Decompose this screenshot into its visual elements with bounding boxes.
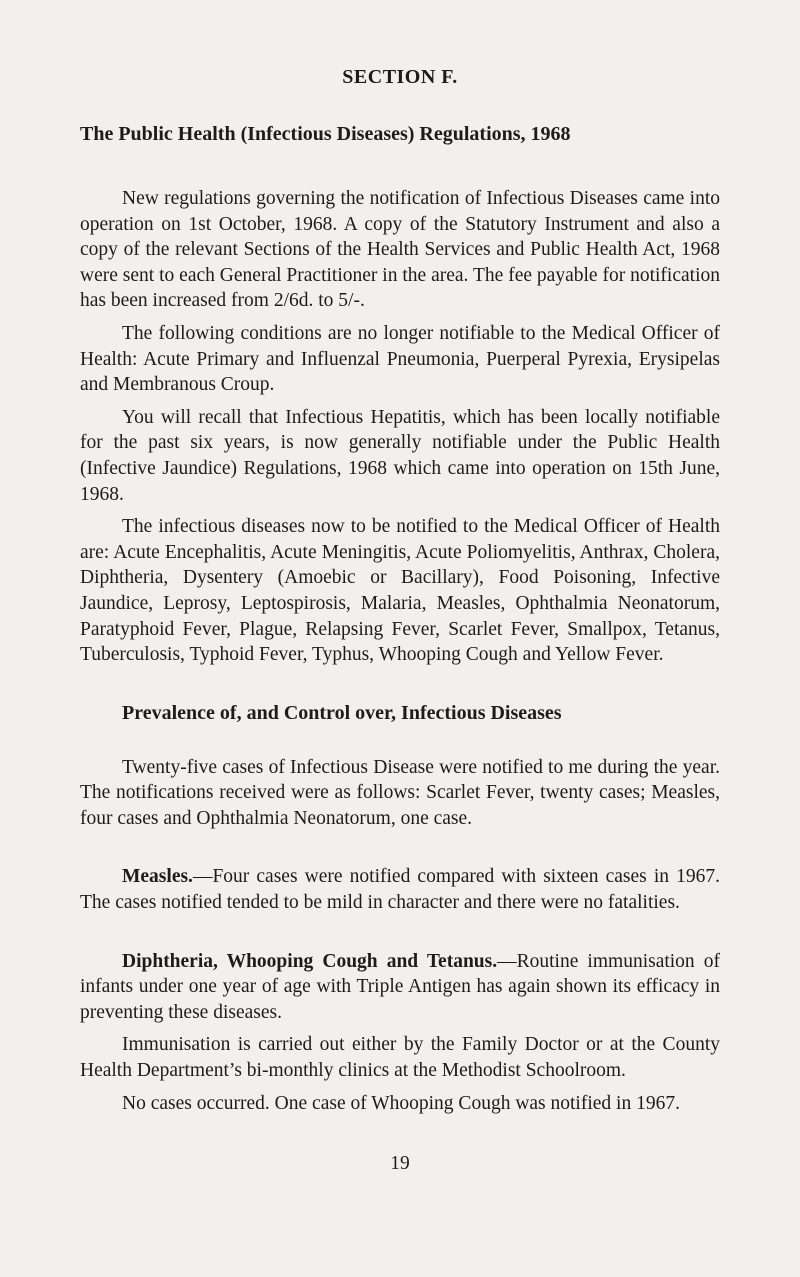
- paragraph-notifiable-diseases: The infectious diseases now to be notified to the Medical Officer of Health are: Acute Encephalitis, Acute Meningitis, Acute Poliomyelitis, Anthrax, Cholera, Diphtheria, Dysentery (Amoebic or Bacillary), Food Poisoning, Infective Jaundice, Leprosy, Leptospirosis, Malaria, Measles, Ophthalmia Neonatorum, Paratyphoid Fever, Plague, Relapsing Fever, Scarlet Fever, Smallpox, Tetanus, Tuberculosis, Typhoid Fever, Typhus, Whooping Cough and Yellow Fever.: [80, 516, 720, 666]
- paragraph-no-cases: No cases occurred. One case of Whooping Cough was notified in 1967.: [122, 1092, 680, 1114]
- diphtheria-text: —Routine immunisation of infants under one year of age with Triple Antigen has again shown its efficacy in preventing these diseases.: [80, 950, 720, 1023]
- paragraph-measles: [80, 864, 720, 915]
- paragraph-immunisation: Immunisation is carried out either by the Family Doctor or at the County Health Department’s bi-monthly clinics at the Methodist Schoolroom.: [80, 1034, 720, 1082]
- main-title: The Public Health (Infectious Diseases) Regulations, 1968: [80, 123, 571, 145]
- measles-text: —Four cases were notified compared with sixteen cases in 1967. The cases notified tended to be mild in character and there were no fatalities.: [80, 866, 720, 914]
- section-heading: SECTION F.: [342, 66, 458, 88]
- page-number: 19: [390, 1153, 410, 1174]
- paragraph-new-regulations: New regulations governing the notification of Infectious Diseases came into operation on 1st October, 1968. A copy of the Statutory Instrument and also a copy of the relevant Sections of the Health Services and Public Health Act, 1968 were sent to each General Practitioner in the area. The fee payable for notification has been increased from 2/6d. to 5/-.: [80, 188, 720, 312]
- measles-heading: Measles.: [122, 866, 193, 888]
- diphtheria-heading: Diphtheria, Whooping Cough and Tetanus.: [122, 950, 498, 972]
- prevalence-subtitle: Prevalence of, and Control over, Infectious Diseases: [122, 701, 562, 724]
- paragraph-infectious-hepatitis: You will recall that Infectious Hepatitis, which has been locally notifiable for the past six years, is now generally notifiable under the Public Health (Infective Jaundice) Regulations, 1968 which came into operation on 15th June, 1968.: [80, 406, 720, 505]
- paragraph-no-longer-notifiable: The following conditions are no longer notifiable to the Medical Officer of Health: Acute Primary and Influenzal Pneumonia, Puerperal Pyrexia, Erysipelas and Membranous Croup.: [80, 322, 720, 396]
- document-page: [80, 66, 720, 1123]
- paragraph-prevalence: Twenty-five cases of Infectious Disease were notified to me during the year. The notifications received were as follows: Scarlet Fever, twenty cases; Measles, four cases and Ophthalmia Neonatorum, one case.: [80, 756, 720, 829]
- paragraph-diphtheria: [80, 949, 720, 1026]
